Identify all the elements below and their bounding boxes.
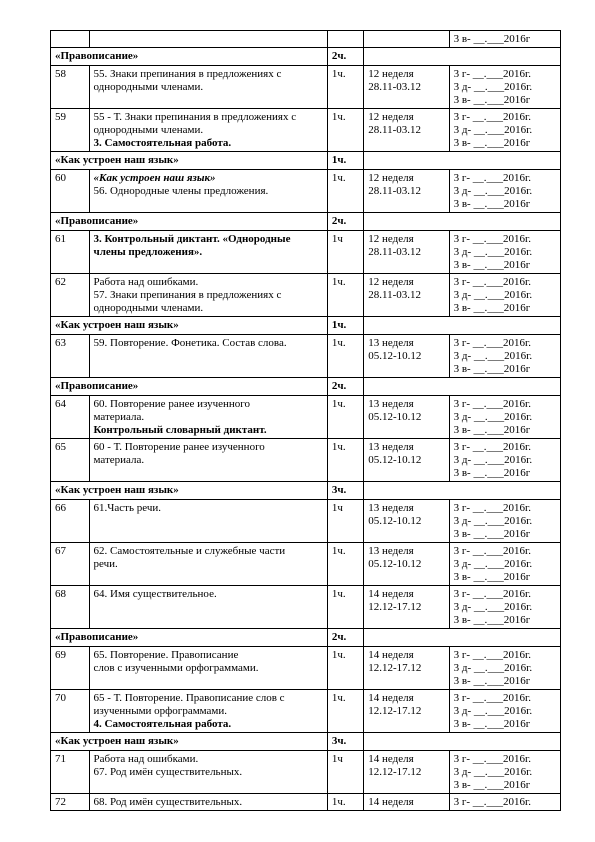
lesson-number [51,31,90,48]
date-line: 3 г- __.___2016г. [453,692,532,704]
topic-line: члены предложения». [93,246,203,258]
section-row [51,482,561,500]
date-line: 3 д- __.___2016г. [453,662,533,674]
lesson-topic [89,109,327,152]
week-line: 14 неделя [368,796,414,808]
lesson-hours: 1ч. [327,647,363,690]
date-line: 3 в- __.___2016г [453,198,531,210]
topic-line: 55 - Т. Знаки препинания в предложениях с [93,111,297,123]
lesson-topic [89,586,327,629]
topic-line: 59. Повторение. Фонетика. Состав слова. [93,337,287,349]
section-hours: 1ч. [327,317,363,335]
week-line: 28.11-03.12 [368,289,422,301]
week-line: 28.11-03.12 [368,246,422,258]
week-line: 12 неделя [368,233,414,245]
lesson-week [364,396,449,439]
section-hours: 2ч. [327,48,363,66]
week-line: 12.12-17.12 [368,601,422,613]
lesson-plan-body [51,31,561,811]
lesson-number: 68 [51,586,90,629]
lesson-number: 59 [51,109,90,152]
lesson-week [364,543,449,586]
date-line: 3 в- __.___2016г [453,33,531,45]
lesson-dates [449,396,560,439]
topic-line: Работа над ошибками. [93,276,199,288]
section-hours: 2ч. [327,378,363,396]
lesson-row [51,109,561,152]
lesson-dates [449,543,560,586]
lesson-hours [327,31,363,48]
lesson-topic [89,794,327,811]
lesson-week [364,109,449,152]
lesson-number: 71 [51,751,90,794]
date-line: 3 в- __.___2016г [453,467,531,479]
empty-cell [364,733,561,751]
lesson-hours: 1ч. [327,274,363,317]
week-line: 28.11-03.12 [368,185,422,197]
section-title: «Как устроен наш язык» [51,733,328,751]
topic-line: 65. Повторение. Правописание [93,649,239,661]
date-line: 3 д- __.___2016г. [453,350,533,362]
lesson-hours: 1ч. [327,690,363,733]
week-line: 14 неделя [368,692,414,704]
lesson-hours: 1ч. [327,794,363,811]
date-line: 3 в- __.___2016г [453,302,531,314]
lesson-hours: 1ч. [327,66,363,109]
topic-line: 67. Род имён существительных. [93,766,243,778]
lesson-hours: 1ч [327,751,363,794]
section-hours: 2ч. [327,213,363,231]
week-line: 12 неделя [368,172,414,184]
lesson-week [364,31,449,48]
date-line: 3 г- __.___2016г. [453,545,532,557]
section-row [51,317,561,335]
date-line: 3 г- __.___2016г. [453,68,532,80]
lesson-dates [449,500,560,543]
lesson-topic [89,396,327,439]
lesson-week [364,647,449,690]
topic-line: 55. Знаки препинания в предложениях с [93,68,282,80]
topic-line: 65 - Т. Повторение. Правописание слов с [93,692,285,704]
week-line: 14 неделя [368,588,414,600]
week-line: 05.12-10.12 [368,454,422,466]
week-line: 05.12-10.12 [368,411,422,423]
week-line: 05.12-10.12 [368,350,422,362]
lesson-week [364,170,449,213]
lesson-topic [89,647,327,690]
section-row [51,733,561,751]
lesson-week [364,690,449,733]
topic-line: 4. Самостоятельная работа. [93,718,232,730]
lesson-hours: 1ч [327,500,363,543]
lesson-number: 64 [51,396,90,439]
date-line: 3 д- __.___2016г. [453,558,533,570]
date-line: 3 г- __.___2016г. [453,502,532,514]
lesson-row [51,231,561,274]
lesson-number: 58 [51,66,90,109]
lesson-week [364,335,449,378]
date-line: 3 в- __.___2016г [453,571,531,583]
topic-line: 62. Самостоятельные и служебные части [93,545,286,557]
date-line: 3 г- __.___2016г. [453,398,532,410]
date-line: 3 д- __.___2016г. [453,515,533,527]
lesson-row [51,396,561,439]
lesson-dates [449,66,560,109]
week-line: 12.12-17.12 [368,705,422,717]
date-line: 3 д- __.___2016г. [453,185,533,197]
section-title: «Правописание» [51,378,328,396]
lesson-dates [449,439,560,482]
lesson-topic [89,66,327,109]
lesson-dates [449,647,560,690]
section-title: «Как устроен наш язык» [51,152,328,170]
empty-cell [364,152,561,170]
lesson-topic [89,31,327,48]
lesson-number: 70 [51,690,90,733]
section-hours: 3ч. [327,733,363,751]
lesson-week [364,439,449,482]
topic-line: 3. Контрольный диктант. «Однородные [93,233,291,245]
date-line: 3 г- __.___2016г. [453,337,532,349]
week-line: 13 неделя [368,441,414,453]
topic-line: «Как устроен наш язык» [93,172,216,184]
topic-line: 61.Часть речи. [93,502,162,514]
lesson-row [51,751,561,794]
topic-line: 64. Имя существительное. [93,588,217,600]
date-line: 3 г- __.___2016г. [453,588,532,600]
lesson-number: 67 [51,543,90,586]
lesson-topic [89,439,327,482]
section-title: «Как устроен наш язык» [51,317,328,335]
section-title: «Правописание» [51,213,328,231]
date-line: 3 г- __.___2016г. [453,172,532,184]
week-line: 28.11-03.12 [368,124,422,136]
lesson-hours: 1ч. [327,543,363,586]
topic-line: однородными членами. [93,302,204,314]
lesson-dates [449,31,560,48]
lesson-week [364,751,449,794]
empty-cell [364,48,561,66]
topic-line: Работа над ошибками. [93,753,199,765]
section-hours: 2ч. [327,629,363,647]
section-title: «Правописание» [51,48,328,66]
week-line: 13 неделя [368,337,414,349]
date-line: 3 в- __.___2016г [453,779,531,791]
lesson-number: 72 [51,794,90,811]
date-line: 3 г- __.___2016г. [453,753,532,765]
lesson-topic [89,231,327,274]
date-line: 3 в- __.___2016г [453,259,531,271]
week-line: 13 неделя [368,545,414,557]
lesson-hours: 1ч. [327,109,363,152]
lesson-row [51,543,561,586]
lesson-plan-table [50,30,561,811]
section-row [51,213,561,231]
date-line: 3 г- __.___2016г. [453,649,532,661]
section-title: «Как устроен наш язык» [51,482,328,500]
date-line: 3 д- __.___2016г. [453,766,533,778]
week-line: 05.12-10.12 [368,558,422,570]
section-title: «Правописание» [51,629,328,647]
lesson-row [51,439,561,482]
topic-line: речи. [93,558,118,570]
lesson-week [364,794,449,811]
lesson-week [364,66,449,109]
week-line: 12 неделя [368,111,414,123]
topic-line: Контрольный словарный диктант. [93,424,267,436]
date-line: 3 д- __.___2016г. [453,411,533,423]
date-line: 3 д- __.___2016г. [453,81,533,93]
lesson-week [364,500,449,543]
section-row [51,378,561,396]
lesson-row [51,274,561,317]
lesson-row [51,647,561,690]
topic-line: изученными орфограммами. [93,705,228,717]
date-line: 3 д- __.___2016г. [453,124,533,136]
empty-cell [364,317,561,335]
lesson-hours: 1ч. [327,586,363,629]
topic-line: слов с изученными орфограммами. [93,662,259,674]
lesson-dates [449,335,560,378]
date-line: 3 в- __.___2016г [453,528,531,540]
lesson-row [51,170,561,213]
lesson-week [364,274,449,317]
empty-cell [364,378,561,396]
lesson-row [51,500,561,543]
week-line: 28.11-03.12 [368,81,422,93]
empty-cell [364,482,561,500]
lesson-week [364,586,449,629]
lesson-dates [449,690,560,733]
lesson-topic [89,274,327,317]
date-line: 3 г- __.___2016г. [453,111,532,123]
lesson-row [51,66,561,109]
empty-cell [364,213,561,231]
date-line: 3 д- __.___2016г. [453,246,533,258]
topic-line: однородными членами. [93,124,204,136]
lesson-row [51,31,561,48]
date-line: 3 в- __.___2016г [453,718,531,730]
lesson-dates [449,586,560,629]
topic-line: однородными членами. [93,81,204,93]
date-line: 3 д- __.___2016г. [453,454,533,466]
lesson-row [51,335,561,378]
lesson-number: 65 [51,439,90,482]
lesson-topic [89,751,327,794]
lesson-topic [89,170,327,213]
date-line: 3 в- __.___2016г [453,614,531,626]
lesson-hours: 1ч. [327,396,363,439]
lesson-dates [449,170,560,213]
lesson-topic [89,500,327,543]
lesson-number: 69 [51,647,90,690]
topic-line: материала. [93,411,145,423]
week-line: 12 неделя [368,68,414,80]
topic-line: 3. Самостоятельная работа. [93,137,232,149]
date-line: 3 г- __.___2016г. [453,441,532,453]
date-line: 3 в- __.___2016г [453,424,531,436]
date-line: 3 в- __.___2016г [453,363,531,375]
empty-cell [364,629,561,647]
section-row [51,48,561,66]
date-line: 3 д- __.___2016г. [453,601,533,613]
lesson-row [51,586,561,629]
week-line: 14 неделя [368,649,414,661]
week-line: 05.12-10.12 [368,515,422,527]
week-line: 13 неделя [368,398,414,410]
lesson-dates [449,274,560,317]
section-row [51,629,561,647]
lesson-number: 62 [51,274,90,317]
lesson-dates [449,794,560,811]
date-line: 3 г- __.___2016г. [453,796,532,808]
lesson-week [364,231,449,274]
topic-line: 68. Род имён существительных. [93,796,243,808]
topic-line: 57. Знаки препинания в предложениях с [93,289,282,301]
lesson-number: 66 [51,500,90,543]
topic-line: 56. Однородные члены предложения. [93,185,269,197]
lesson-hours: 1ч [327,231,363,274]
lesson-hours: 1ч. [327,170,363,213]
section-hours: 1ч. [327,152,363,170]
topic-line: материала. [93,454,145,466]
lesson-topic [89,690,327,733]
lesson-topic [89,543,327,586]
week-line: 12 неделя [368,276,414,288]
date-line: 3 в- __.___2016г [453,94,531,106]
week-line: 12.12-17.12 [368,766,422,778]
date-line: 3 в- __.___2016г [453,675,531,687]
lesson-number: 63 [51,335,90,378]
week-line: 13 неделя [368,502,414,514]
lesson-dates [449,109,560,152]
date-line: 3 д- __.___2016г. [453,289,533,301]
lesson-row [51,794,561,811]
lesson-hours: 1ч. [327,335,363,378]
lesson-row [51,690,561,733]
week-line: 12.12-17.12 [368,662,422,674]
lesson-number: 60 [51,170,90,213]
section-hours: 3ч. [327,482,363,500]
topic-line: 60 - Т. Повторение ранее изученного [93,441,265,453]
topic-line: 60. Повторение ранее изученного [93,398,251,410]
lesson-dates [449,751,560,794]
date-line: 3 г- __.___2016г. [453,276,532,288]
section-row [51,152,561,170]
lesson-dates [449,231,560,274]
lesson-number: 61 [51,231,90,274]
date-line: 3 д- __.___2016г. [453,705,533,717]
date-line: 3 г- __.___2016г. [453,233,532,245]
lesson-topic [89,335,327,378]
lesson-hours: 1ч. [327,439,363,482]
week-line: 14 неделя [368,753,414,765]
date-line: 3 в- __.___2016г [453,137,531,149]
